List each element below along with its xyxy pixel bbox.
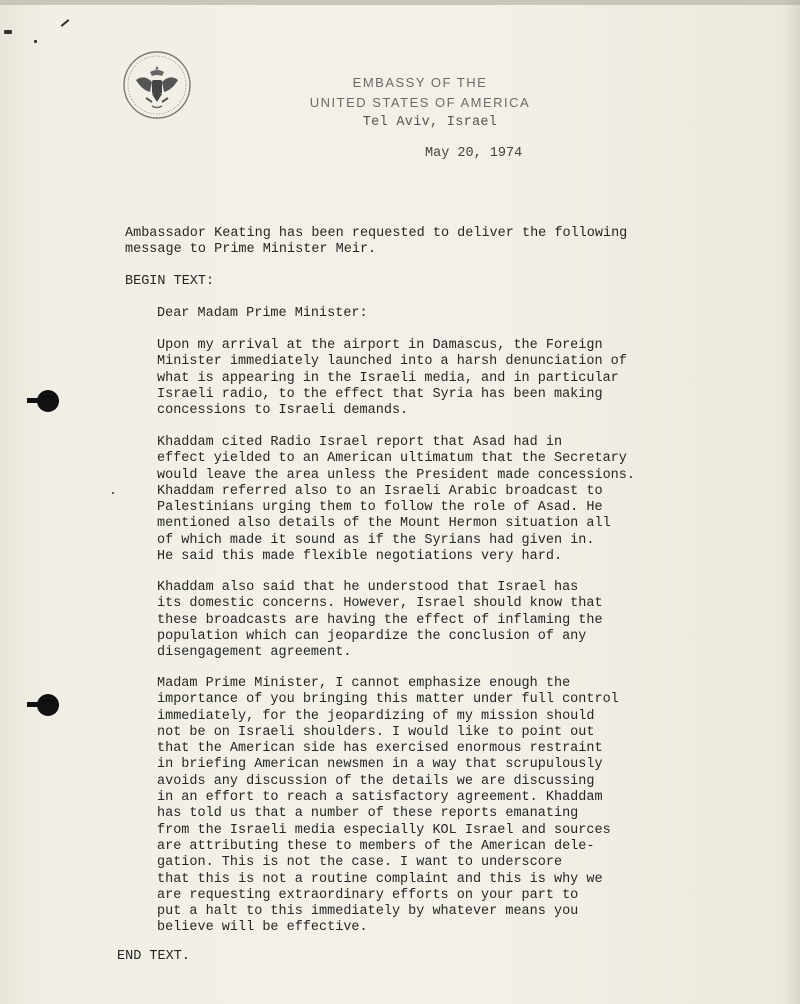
scan-speck [34, 40, 37, 43]
paragraph-1: Upon my arrival at the airport in Damascus, the Foreign Minister immediately launched into a harsh denunciation of what is appearing in the Israeli media, and in particular Israeli radio, to the effect that Syria has been making concessions to Israeli demands. [157, 338, 627, 419]
letter-date: May 20, 1974 [425, 146, 523, 161]
punch-hole-tab [27, 702, 39, 707]
paragraph-4: Madam Prime Minister, I cannot emphasize enough the importance of you bringing this matter under full control immediately, for the jeopardizing of my mission should not be on Israeli shoulders. I would like to point out that the American side has exercised enormous restraint in briefing American newsmen in a way that scrupulously avoids any discussion of the details we are discussing in an effort to reach a satisfactory agreement. Khaddam has told us that a number of these reports emanating from the Israeli media especially KOL Israel and sources are attributing these to members of the American dele- gation. This is not the case. I want to underscore that this is not a routine complaint and this is why we are requesting extraordinary efforts on your part to put a halt to this immediately by whatever means you believe will be effective. [157, 676, 619, 936]
embassy-location: Tel Aviv, Israel [362, 115, 498, 130]
punch-hole-upper [37, 390, 59, 412]
embassy-letterhead [300, 73, 540, 133]
punch-hole-tab [27, 398, 39, 403]
page-top-edge [0, 0, 800, 5]
page-right-edge [782, 0, 800, 1004]
paragraph-3: Khaddam also said that he understood that Israel has its domestic concerns. However, Israel should know that these broadcasts are having the effect of inflaming the population which can jeopardize the conclusion of any disengagement agreement. [157, 580, 603, 661]
paragraph-2: Khaddam cited Radio Israel report that Asad had in effect yielded to an American ultimatum that the Secretary would leave the area unless the President made concessions. Khaddam referred also to an Israeli Arabic broadcast to Palestinians urging them to follow the role of Asad. He mentioned also details of the Mount Hermon situation all of which made it sound as if the Syrians had given in. He said this made flexible negotiations very hard. [157, 435, 635, 565]
begin-text-marker: BEGIN TEXT: [125, 274, 215, 289]
scan-speck [61, 19, 70, 27]
end-text-marker: END TEXT. [117, 949, 190, 964]
intro-paragraph: Ambassador Keating has been requested to deliver the following message to Prime Minister Meir. [125, 226, 628, 258]
scan-speck [4, 30, 12, 34]
punch-hole-lower [37, 694, 59, 716]
embassy-line-2: UNITED STATES OF AMERICA [309, 95, 531, 110]
embassy-line-1: EMBASSY OF THE [352, 75, 488, 90]
salutation: Dear Madam Prime Minister: [157, 306, 368, 321]
scan-speck [112, 492, 114, 494]
great-seal-icon [122, 50, 192, 120]
